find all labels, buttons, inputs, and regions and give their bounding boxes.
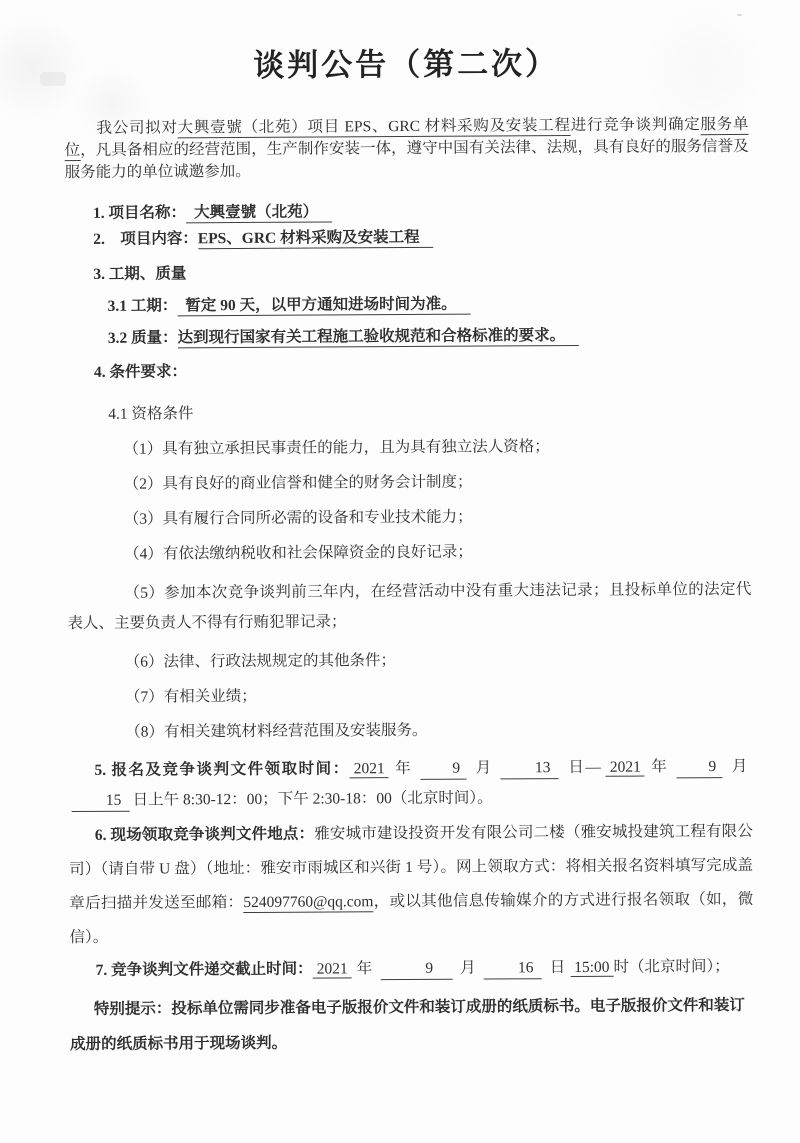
condition-item-4: （4）有依法缴纳税收和社会保障资金的良好记录； (124, 543, 473, 563)
item-6-label: 6. 现场领取竞争谈判文件地点： (94, 825, 315, 844)
item-7-month: 9 (380, 959, 452, 980)
item-5-unit-year2: 年 (649, 758, 669, 776)
item-5-year2: 2021 (606, 759, 645, 777)
scan-speck (737, 14, 742, 16)
item-2-project-content (93, 225, 749, 251)
item-3-2-label: 3.2 质量： (107, 329, 178, 347)
condition-item-8: （8）有相关建筑材料经营范围及安装服务。 (125, 721, 428, 741)
item-5-unit-month1: 月 (474, 759, 493, 777)
item-3-1-label: 3.1 工期： (107, 297, 178, 315)
item-5-day2: 15 (72, 791, 130, 812)
item-5-tail: 日上午 8:30-12：00；下午 2:30-18：00（北京时间）。 (132, 789, 493, 809)
item-5-label: 5. 报名及竞争谈判文件领取时间： (94, 760, 350, 779)
item-5-unit-year1: 年 (393, 759, 413, 778)
intro-paragraph (64, 114, 748, 184)
item-4-1-subheading: 4.1 资格条件 (108, 405, 194, 423)
item-4-heading: 4. 条件要求： (93, 363, 188, 381)
condition-item-1: （1）具有独立承担民事责任的能力，且为具有独立法人资格； (123, 438, 550, 458)
item-2-label: 2. 项目内容： (93, 230, 198, 248)
intro-lead: 我公司拟对 (96, 119, 178, 137)
item-5-month2: 9 (676, 757, 722, 778)
intro-project-underline: 大興壹號（北苑）项目 EPS、GRC 材料采购及安装工程 (177, 116, 571, 137)
item-5-day1: 13 (501, 758, 559, 779)
special-note: 特别提示：投标单位需同步准备电子版报价文件和装订成册的纸质标书。电子版报价文件和装订成册的纸质标书用于现场谈判。 (70, 996, 745, 1054)
item-5-year1: 2021 (350, 760, 389, 778)
document-sheet (64, 42, 754, 1062)
item-3-2-quality (108, 324, 750, 350)
item-7-unit-day: 日 (549, 959, 566, 977)
item-7-unit-year: 年 (356, 960, 373, 978)
scan-smudge (40, 72, 66, 86)
email-address: 524097760@qq.com (243, 893, 374, 912)
item-3-1-duration (108, 292, 750, 318)
item-7-unit-month: 月 (460, 959, 476, 977)
condition-item-2: （2）具有良好的商业信誉和健全的财务会计制度； (123, 473, 473, 493)
intro-service-underline: 服务单位 (64, 115, 749, 160)
item-7-year: 2021 (313, 960, 352, 978)
intro-rest: ，凡具备相应的经营范围，生产制作安装一体，遵守中国有关法律、法规，具有良好的服务信誉及服务能力的单位诚邀参加。 (64, 137, 749, 182)
item-6-after-email-text: ，或以其他信息传输媒介的方式进行报名领取（如，微信）。 (69, 890, 754, 947)
condition-item-5: （5）参加本次竞争谈判前三年内，在经营活动中没有重大违法记录；且投标单位的法定代表人、主要负责人不得有行贿犯罪记录； (67, 580, 752, 633)
item-6-pickup-location (69, 815, 754, 955)
item-3-heading: 3. 工期、质量 (93, 265, 187, 283)
condition-item-6: （6）法律、行政法规规定的其他条件； (124, 652, 397, 671)
item-6-address-text: 雅安城市建设投资开发有限公司二楼（雅安城投建筑工程有限公司）（请自带 U 盘）（地址：雅安市雨城区和兴街 1 号）。网上领取方式：将相关报名资料填写完成盖章后扫描并发送至邮箱： (68, 822, 754, 913)
condition-item-3: （3）具有履行合同所必需的设备和专业技术能力； (123, 508, 473, 528)
item-5-month1: 9 (420, 759, 466, 780)
item-1-value: 大興壹號（北苑） (186, 203, 332, 223)
item-5-unit-month2: 月 (730, 757, 748, 776)
item-7-tail: 时（北京时间）； (613, 958, 730, 976)
intro-mid: 进行竞争谈判确定 (570, 116, 701, 134)
item-7-day: 16 (484, 958, 542, 979)
item-3-1-value: 暂定 90 天，以甲方通知进场时间为准。 (177, 296, 470, 317)
item-5-dash: 日— (566, 758, 601, 777)
item-2-value: EPS、GRC 材料采购及安装工程 (198, 229, 434, 249)
item-7-time: 15:00 (570, 959, 613, 977)
item-7-deadline (70, 952, 754, 986)
item-1-project-name (93, 199, 749, 225)
page-title: 谈判公告（第二次） (253, 46, 560, 83)
condition-item-7: （7）有相关业绩； (124, 687, 257, 706)
item-5-pickup-time (68, 752, 752, 816)
item-1-label: 1. 项目名称： (92, 204, 187, 222)
item-3-2-value: 达到现行国家有关工程施工验收规范和合格标准的要求。 (178, 327, 580, 348)
item-7-label: 7. 竞争谈判文件递交截止时间： (95, 960, 313, 979)
